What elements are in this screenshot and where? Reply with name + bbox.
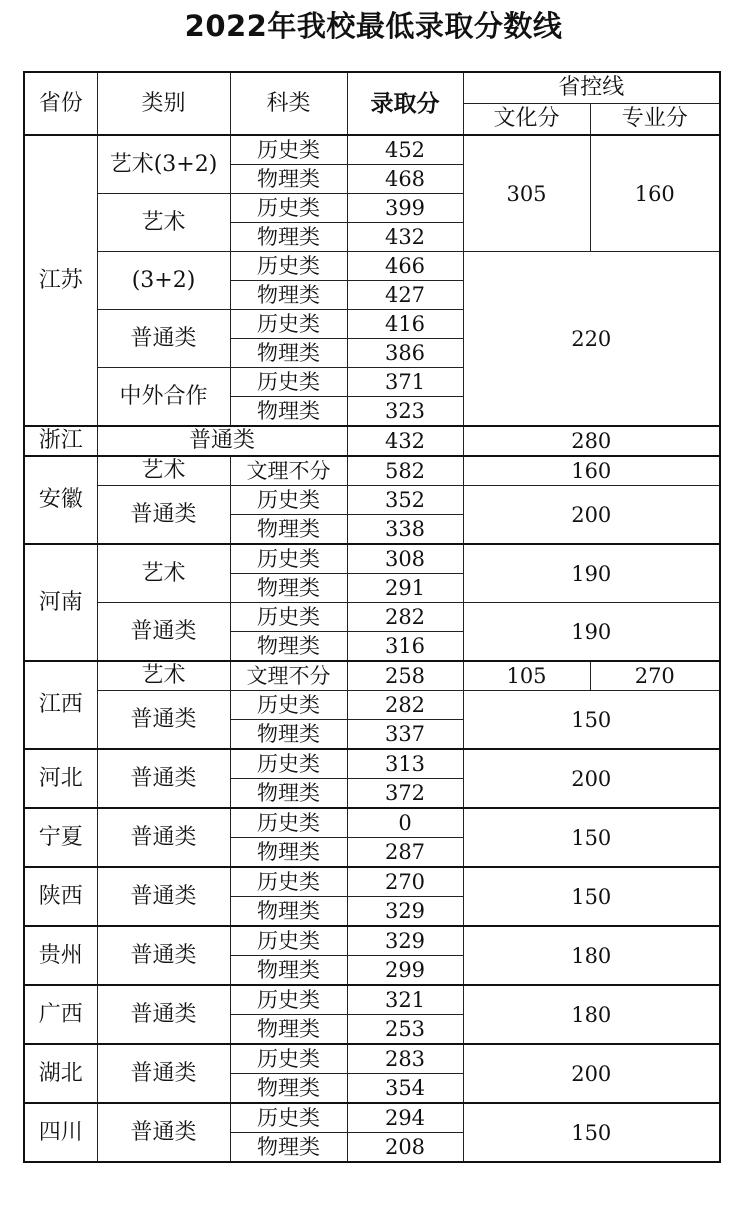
subject-cell: 物理类 [230,720,347,750]
subject-cell: 物理类 [230,165,347,194]
subject-cell: 历史类 [230,310,347,339]
subject-cell: 历史类 [230,603,347,632]
score-cell: 282 [347,691,463,720]
subject-cell: 历史类 [230,135,347,165]
category-cell: 普通类 [97,486,230,545]
table-row [24,691,720,720]
score-cell: 432 [347,223,463,252]
header-province: 省份 [24,72,97,135]
subject-cell: 历史类 [230,691,347,720]
category-cell: 普通类 [97,1103,230,1162]
header-major: 专业分 [590,104,720,136]
subject-cell: 历史类 [230,368,347,397]
score-cell: 270 [347,867,463,897]
subject-cell: 历史类 [230,1044,347,1074]
score-cell: 282 [347,603,463,632]
province-cell: 贵州 [24,926,97,985]
score-cell: 258 [347,661,463,691]
control-line-cell: 200 [463,1044,720,1103]
category-cell: 普通类 [97,1044,230,1103]
table-row [24,749,720,779]
score-cell: 468 [347,165,463,194]
score-cell: 432 [347,426,463,456]
subject-cell: 历史类 [230,544,347,574]
score-cell: 452 [347,135,463,165]
header-category: 类别 [97,72,230,135]
table-row [24,985,720,1015]
table-row [24,808,720,838]
control-culture-cell: 305 [463,135,590,252]
category-cell: 艺术 [97,544,230,603]
page-title: 2022年我校最低录取分数线 [184,9,563,43]
control-line-cell: 280 [463,426,720,456]
score-cell: 313 [347,749,463,779]
category-cell: 普通类 [97,603,230,662]
category-cell: 普通类 [97,310,230,368]
table-row [24,486,720,515]
header-score: 录取分 [347,72,463,135]
subject-cell: 历史类 [230,194,347,223]
category-cell: 普通类 [97,691,230,750]
table-row [24,135,720,165]
score-cell: 386 [347,339,463,368]
control-culture-cell: 105 [463,661,590,691]
control-major-cell: 270 [590,661,720,691]
header-subject: 科类 [230,72,347,135]
province-cell: 陕西 [24,867,97,926]
score-cell: 321 [347,985,463,1015]
subject-cell: 物理类 [230,632,347,662]
control-line-cell: 150 [463,808,720,867]
province-cell: 河北 [24,749,97,808]
table-row [24,1103,720,1133]
subject-cell: 物理类 [230,956,347,986]
header-control-line: 省控线 [463,72,720,104]
table-row [24,252,720,281]
province-cell: 四川 [24,1103,97,1162]
score-cell: 308 [347,544,463,574]
score-cell: 329 [347,897,463,927]
score-cell: 416 [347,310,463,339]
category-cell: 普通类 [97,926,230,985]
category-cell: 艺术 [97,194,230,252]
category-cell: 普通类 [97,426,347,456]
subject-cell: 历史类 [230,985,347,1015]
control-line-cell: 190 [463,603,720,662]
score-cell: 0 [347,808,463,838]
score-cell: 582 [347,456,463,486]
category-cell: 普通类 [97,985,230,1044]
control-line-cell: 150 [463,867,720,926]
table-row [24,426,720,456]
score-cell: 283 [347,1044,463,1074]
table-row [24,544,720,574]
subject-cell: 历史类 [230,252,347,281]
control-line-cell: 190 [463,544,720,603]
control-line-cell: 220 [463,252,720,427]
category-cell: (3+2) [97,252,230,310]
control-line-cell: 200 [463,486,720,545]
admission-score-table [23,71,721,1163]
score-cell: 294 [347,1103,463,1133]
score-cell: 427 [347,281,463,310]
score-cell: 371 [347,368,463,397]
score-cell: 466 [347,252,463,281]
category-cell: 艺术 [97,456,230,486]
category-cell: 普通类 [97,808,230,867]
subject-cell: 物理类 [230,223,347,252]
control-line-cell: 150 [463,1103,720,1162]
subject-cell: 历史类 [230,926,347,956]
province-cell: 江西 [24,661,97,749]
category-cell: 普通类 [97,749,230,808]
subject-cell: 物理类 [230,1074,347,1104]
control-line-cell: 150 [463,691,720,750]
score-cell: 399 [347,194,463,223]
province-cell: 宁夏 [24,808,97,867]
score-cell: 323 [347,397,463,427]
score-cell: 316 [347,632,463,662]
subject-cell: 物理类 [230,515,347,545]
category-cell: 中外合作 [97,368,230,427]
subject-cell: 物理类 [230,779,347,809]
subject-cell: 历史类 [230,486,347,515]
subject-cell: 物理类 [230,397,347,427]
table-row [24,926,720,956]
subject-cell: 物理类 [230,1015,347,1045]
subject-cell: 文理不分 [230,456,347,486]
subject-cell: 历史类 [230,749,347,779]
province-cell: 浙江 [24,426,97,456]
score-cell: 299 [347,956,463,986]
control-major-cell: 160 [590,135,720,252]
table-row [24,603,720,632]
province-cell: 江苏 [24,135,97,426]
province-cell: 安徽 [24,456,97,544]
subject-cell: 物理类 [230,1133,347,1163]
province-cell: 湖北 [24,1044,97,1103]
score-cell: 329 [347,926,463,956]
score-cell: 338 [347,515,463,545]
category-cell: 艺术 [97,661,230,691]
header-culture: 文化分 [463,104,590,136]
province-cell: 河南 [24,544,97,661]
score-cell: 291 [347,574,463,603]
category-cell: 普通类 [97,867,230,926]
header-row [24,72,720,104]
score-cell: 372 [347,779,463,809]
score-cell: 352 [347,486,463,515]
control-line-cell: 180 [463,926,720,985]
subject-cell: 文理不分 [230,661,347,691]
subject-cell: 历史类 [230,1103,347,1133]
score-cell: 337 [347,720,463,750]
category-cell: 艺术(3+2) [97,135,230,194]
subject-cell: 物理类 [230,897,347,927]
control-line-cell: 180 [463,985,720,1044]
score-cell: 354 [347,1074,463,1104]
subject-cell: 历史类 [230,808,347,838]
province-cell: 广西 [24,985,97,1044]
score-cell: 253 [347,1015,463,1045]
table-row [24,456,720,486]
subject-cell: 物理类 [230,838,347,868]
control-line-cell: 200 [463,749,720,808]
control-line-cell: 160 [463,456,720,486]
subject-cell: 物理类 [230,339,347,368]
table-row [24,1044,720,1074]
score-cell: 208 [347,1133,463,1163]
subject-cell: 物理类 [230,281,347,310]
table-row [24,867,720,897]
table-row [24,661,720,691]
subject-cell: 物理类 [230,574,347,603]
subject-cell: 历史类 [230,867,347,897]
score-cell: 287 [347,838,463,868]
